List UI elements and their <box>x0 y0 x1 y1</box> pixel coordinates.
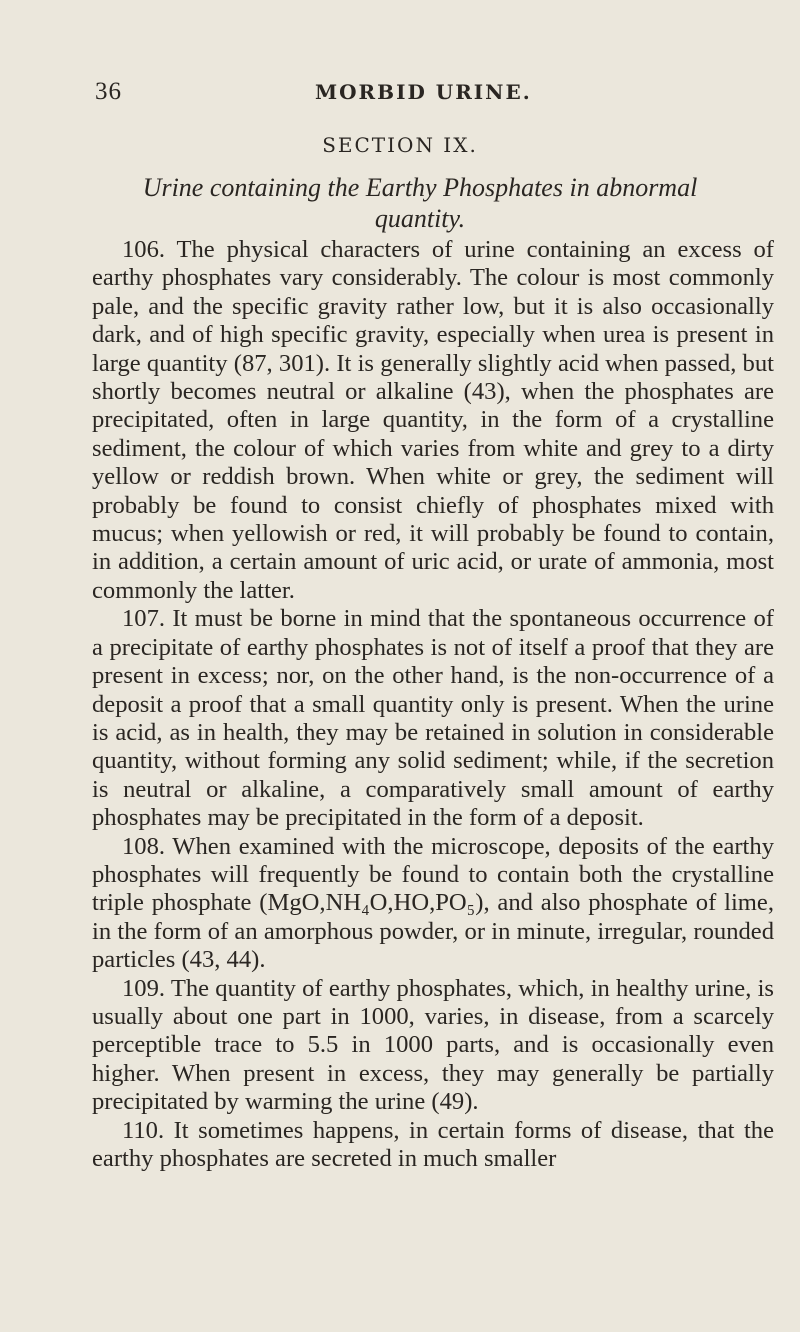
running-title: MORBID URINE. <box>315 80 532 104</box>
paragraph-108: 108. When examined with the microscope, deposits of the earthy phosphates will frequently be found to contain both the crystalline triple phosphate (MgO,NH₄O,HO,PO₅), and also phosphate of lime, in the form of an amorphous powder, or in minute, irregular, rounded particles (43, 44). <box>92 832 774 974</box>
paragraph-109: 109. The quantity of earthy phosphates, which, in healthy urine, is usually about one part in 1000, varies, in disease, from a scarcely perceptible trace to 5.5 in 1000 parts, and is occasionally even higher. When present in excess, they may generally be partially precipitated by warming the urine (49). <box>92 974 774 1116</box>
running-head <box>95 78 715 108</box>
paragraph-110: 110. It sometimes happens, in certain forms of disease, that the earthy phosphates are secreted in much smaller <box>92 1116 774 1172</box>
section-subtitle: Urine containing the Earthy Phosphates in abnormal quantity. <box>142 173 698 233</box>
body-text <box>92 236 774 1173</box>
page-number: 36 <box>95 78 122 105</box>
section-heading: SECTION IX. <box>322 133 478 157</box>
paragraph-107: 107. It must be borne in mind that the spontaneous occurrence of a precipitate of earthy phosphates is not of itself a proof that they are present in excess; nor, on the other hand, is the non-occurrence of a deposit a proof that a small quantity only is present. When the urine is acid, as in health, they may be retained in solution in considerable quantity, without forming any solid sediment; while, if the secretion is neutral or alkaline, a comparatively small amount of earthy phosphates may be precipitated in the form of a deposit. <box>92 605 774 832</box>
paragraph-106: 106. The physical characters of urine containing an excess of earthy phosphates vary considerably. The colour is most commonly pale, and the specific gravity rather low, but it is also occasionally dark, and of high specific gravity, especially when urea is present in large quantity (87, 301). It is generally slightly acid when passed, but shortly becomes neutral or alkaline (43), when the phosphates are precipitated, often in large quantity, in the form of a crystalline sediment, the colour of which varies from white and grey to a dirty yellow or reddish brown. When white or grey, the sediment will probably be found to consist chiefly of phosphates mixed with mucus; when yellowish or red, it will probably be found to contain, in addition, a certain amount of uric acid, or urate of ammonia, most commonly the latter. <box>92 236 774 604</box>
